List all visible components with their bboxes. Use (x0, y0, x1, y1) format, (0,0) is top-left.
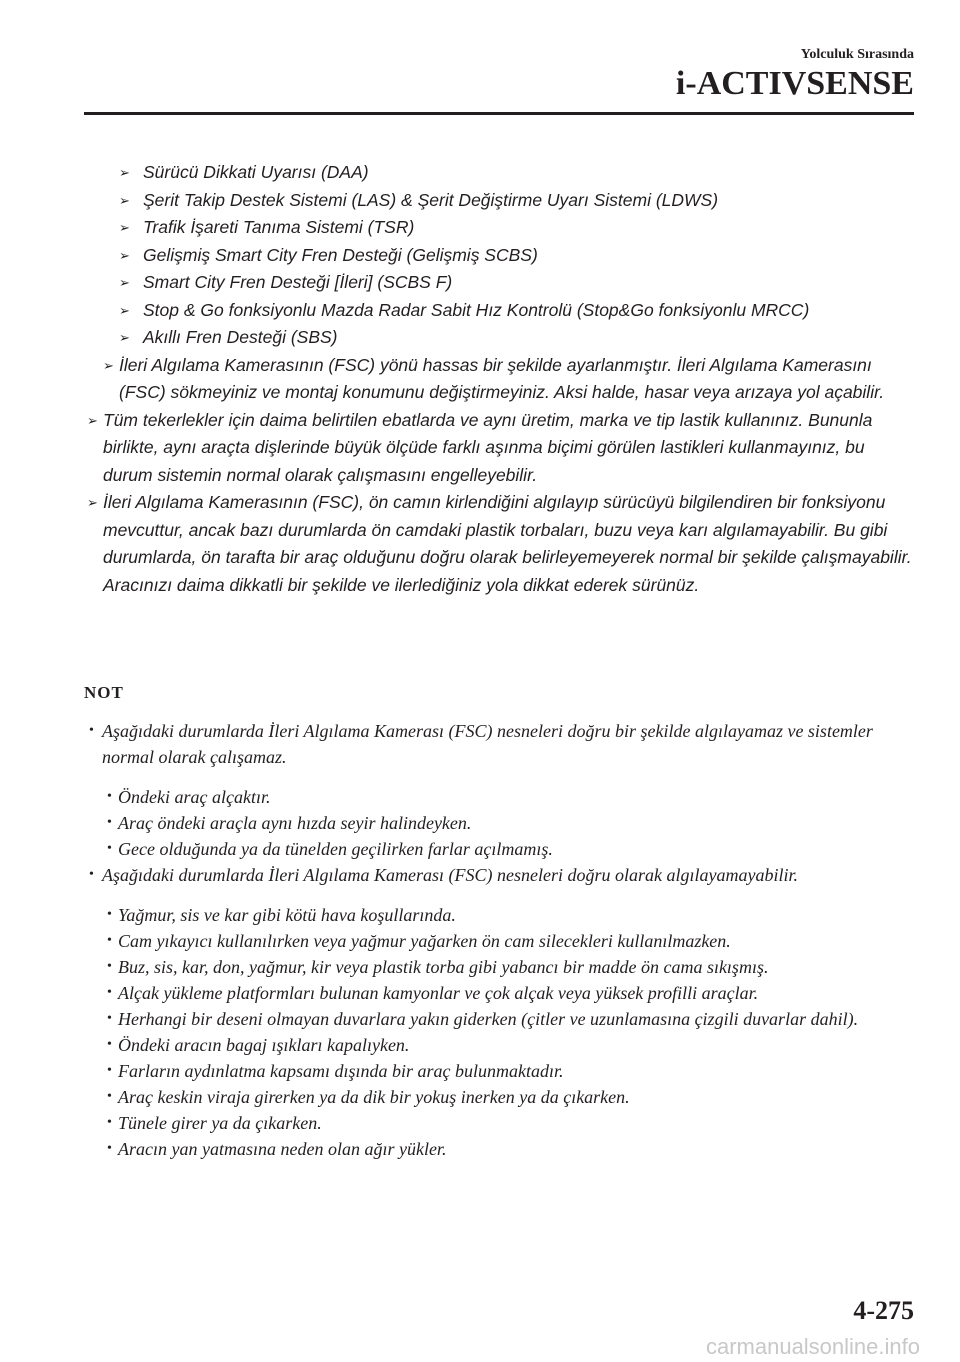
warning-item-text: Gelişmiş Smart City Fren Desteği (Gelişmiş SCBS) (143, 244, 538, 265)
arrow-bullet-icon: ➢ (119, 220, 130, 235)
warning-item-text: Tüm tekerlekler için daima belirtilen ebatlarda ve aynı üretim, marka ve tip lastik kullanınız. Bununla birlikte, aynı araçta dişlerinde büyük ölçüde farklı aşınma biçimi görülen lastikleri kullanmayınız, bu durum sistemin normal olarak çalışmasını engelleyebilir. (103, 409, 873, 485)
note-item-text: Öndeki araç alçaktır. (118, 787, 271, 807)
note-item-text: Aşağıdaki durumlarda İleri Algılama Kamerası (FSC) nesneleri doğru bir şekilde algılayamaz ve sistemler normal olarak çalışamaz. (102, 721, 873, 767)
note-item-text: Öndeki aracın bagaj ışıkları kapalıyken. (118, 1035, 410, 1055)
note-item (84, 1110, 914, 1136)
warning-item-text: İleri Algılama Kamerasının (FSC), ön camın kirlendiğini algılayıp sürücüyü bilgilendiren bir fonksiyonu mevcuttur, ancak bazı durumlarda ön camdaki plastik torbaları, buzu veya karı algılamayabilir. Bu gibi durumlarda, ön tarafta bir araç olduğunu doğru olarak belirleyemeyerek normal bir şekilde çalışmayabilir. Aracınızı daima dikkatli bir şekilde ve ilerlediğiniz yola dikkat ederek sürünüz. (103, 492, 912, 595)
note-section (84, 680, 914, 1162)
note-item-text: Farların aydınlatma kapsamı dışında bir araç bulunmaktadır. (118, 1061, 564, 1081)
note-item-text: Cam yıkayıcı kullanılırken veya yağmur yağarken ön cam silecekleri kullanılmazken. (118, 931, 731, 951)
warning-item (119, 324, 914, 352)
bullet-dot-icon: • (107, 1063, 112, 1078)
arrow-bullet-icon: ➢ (119, 247, 130, 263)
warning-item (119, 187, 914, 215)
bullet-dot-icon: • (89, 867, 94, 882)
warning-list (87, 159, 914, 599)
note-item (84, 784, 914, 810)
note-item-text: Herhangi bir deseni olmayan duvarlara yakın giderken (çitler ve uzunlamasına çizgili duvarlar dahil). (118, 1009, 859, 1029)
warning-item-text: Şerit Takip Destek Sistemi (LAS) & Şerit Değiştirme Uyarı Sistemi (LDWS) (143, 189, 719, 210)
note-item-text: Araç öndeki araçla aynı hızda seyir halindeyken. (118, 813, 472, 833)
note-item (84, 928, 914, 954)
warning-item (87, 407, 914, 490)
section-title: Yolculuk Sırasında (800, 47, 914, 62)
warning-item-text: Sürücü Dikkati Uyarısı (DAA) (143, 162, 369, 182)
warning-item-text: Stop & Go fonksiyonlu Mazda Radar Sabit Hız Kontrolü (Stop&Go fonksiyonlu MRCC) (143, 299, 810, 320)
bullet-dot-icon: • (107, 1141, 112, 1156)
bullet-dot-icon: • (107, 1011, 112, 1026)
note-item (84, 862, 914, 888)
warning-item-text: Smart City Fren Desteği [İleri] (SCBS F) (143, 272, 453, 292)
spacer (84, 770, 914, 784)
note-item (84, 1058, 914, 1084)
arrow-bullet-icon: ➢ (103, 357, 114, 373)
arrow-bullet-icon: ➢ (87, 412, 98, 428)
page-header (676, 46, 914, 102)
note-item-text: Aşağıdaki durumlarda İleri Algılama Kamerası (FSC) nesneleri doğru olarak algılayamayabilir. (102, 865, 798, 885)
note-item-text: Buz, sis, kar, don, yağmur, kir veya plastik torba gibi yabancı bir madde ön cama sıkışmış. (118, 957, 769, 977)
warning-item (119, 214, 914, 242)
warning-item (119, 159, 914, 187)
warning-item (87, 489, 914, 599)
note-item-text: Gece olduğunda ya da tünelden geçilirken farlar açılmamış. (118, 839, 553, 859)
note-label: NOT (84, 683, 124, 702)
warning-item-text: Akıllı Fren Desteği (SBS) (143, 327, 338, 347)
header-rule (84, 112, 914, 115)
warning-item (119, 242, 914, 270)
bullet-dot-icon: • (107, 907, 112, 922)
note-item (84, 980, 914, 1006)
arrow-bullet-icon: ➢ (119, 192, 130, 208)
warning-item (119, 269, 914, 297)
bullet-dot-icon: • (107, 789, 112, 804)
note-item (84, 1084, 914, 1110)
bullet-dot-icon: • (107, 1037, 112, 1052)
bullet-dot-icon: • (89, 723, 94, 738)
note-item (84, 1006, 914, 1032)
watermark: carmanualsonline.info (705, 1334, 920, 1359)
arrow-bullet-icon: ➢ (119, 165, 130, 180)
warning-item (119, 297, 914, 325)
chapter-title: i-ACTIVSENSE (675, 65, 914, 102)
note-item-text: Aracın yan yatmasına neden olan ağır yükler. (118, 1139, 447, 1159)
note-list (84, 718, 914, 1162)
bullet-dot-icon: • (107, 815, 112, 830)
note-item (84, 836, 914, 862)
arrow-bullet-icon: ➢ (119, 330, 130, 345)
bullet-dot-icon: • (107, 933, 112, 948)
bullet-dot-icon: • (107, 1089, 112, 1104)
note-item (84, 954, 914, 980)
note-item (84, 810, 914, 836)
warning-item-text: Trafik İşareti Tanıma Sistemi (TSR) (143, 217, 415, 237)
note-item-text: Yağmur, sis ve kar gibi kötü hava koşullarında. (118, 905, 456, 925)
arrow-bullet-icon: ➢ (119, 302, 130, 318)
bullet-dot-icon: • (107, 959, 112, 974)
arrow-bullet-icon: ➢ (119, 275, 130, 290)
note-item-text: Araç keskin viraja girerken ya da dik bir yokuş inerken ya da çıkarken. (118, 1087, 630, 1107)
note-item-text: Alçak yükleme platformları bulunan kamyonlar ve çok alçak veya yüksek profilli araçlar. (118, 983, 759, 1003)
warning-item (103, 352, 914, 407)
note-item (84, 902, 914, 928)
note-item (84, 718, 914, 770)
note-item (84, 1032, 914, 1058)
note-item (84, 1136, 914, 1162)
warning-item-text: İleri Algılama Kamerasının (FSC) yönü hassas bir şekilde ayarlanmıştır. İleri Algılama Kamerasını (FSC) sökmeyiniz ve montaj konumunu değiştirmeyiniz. Aksi halde, hasar veya arızaya yol açabilir. (119, 354, 885, 402)
bullet-dot-icon: • (107, 985, 112, 1000)
note-item-text: Tünele girer ya da çıkarken. (118, 1113, 322, 1133)
arrow-bullet-icon: ➢ (87, 495, 98, 510)
bullet-dot-icon: • (107, 1115, 112, 1130)
spacer (84, 888, 914, 902)
page-number: 4-275 (853, 1296, 914, 1325)
bullet-dot-icon: • (107, 841, 112, 856)
